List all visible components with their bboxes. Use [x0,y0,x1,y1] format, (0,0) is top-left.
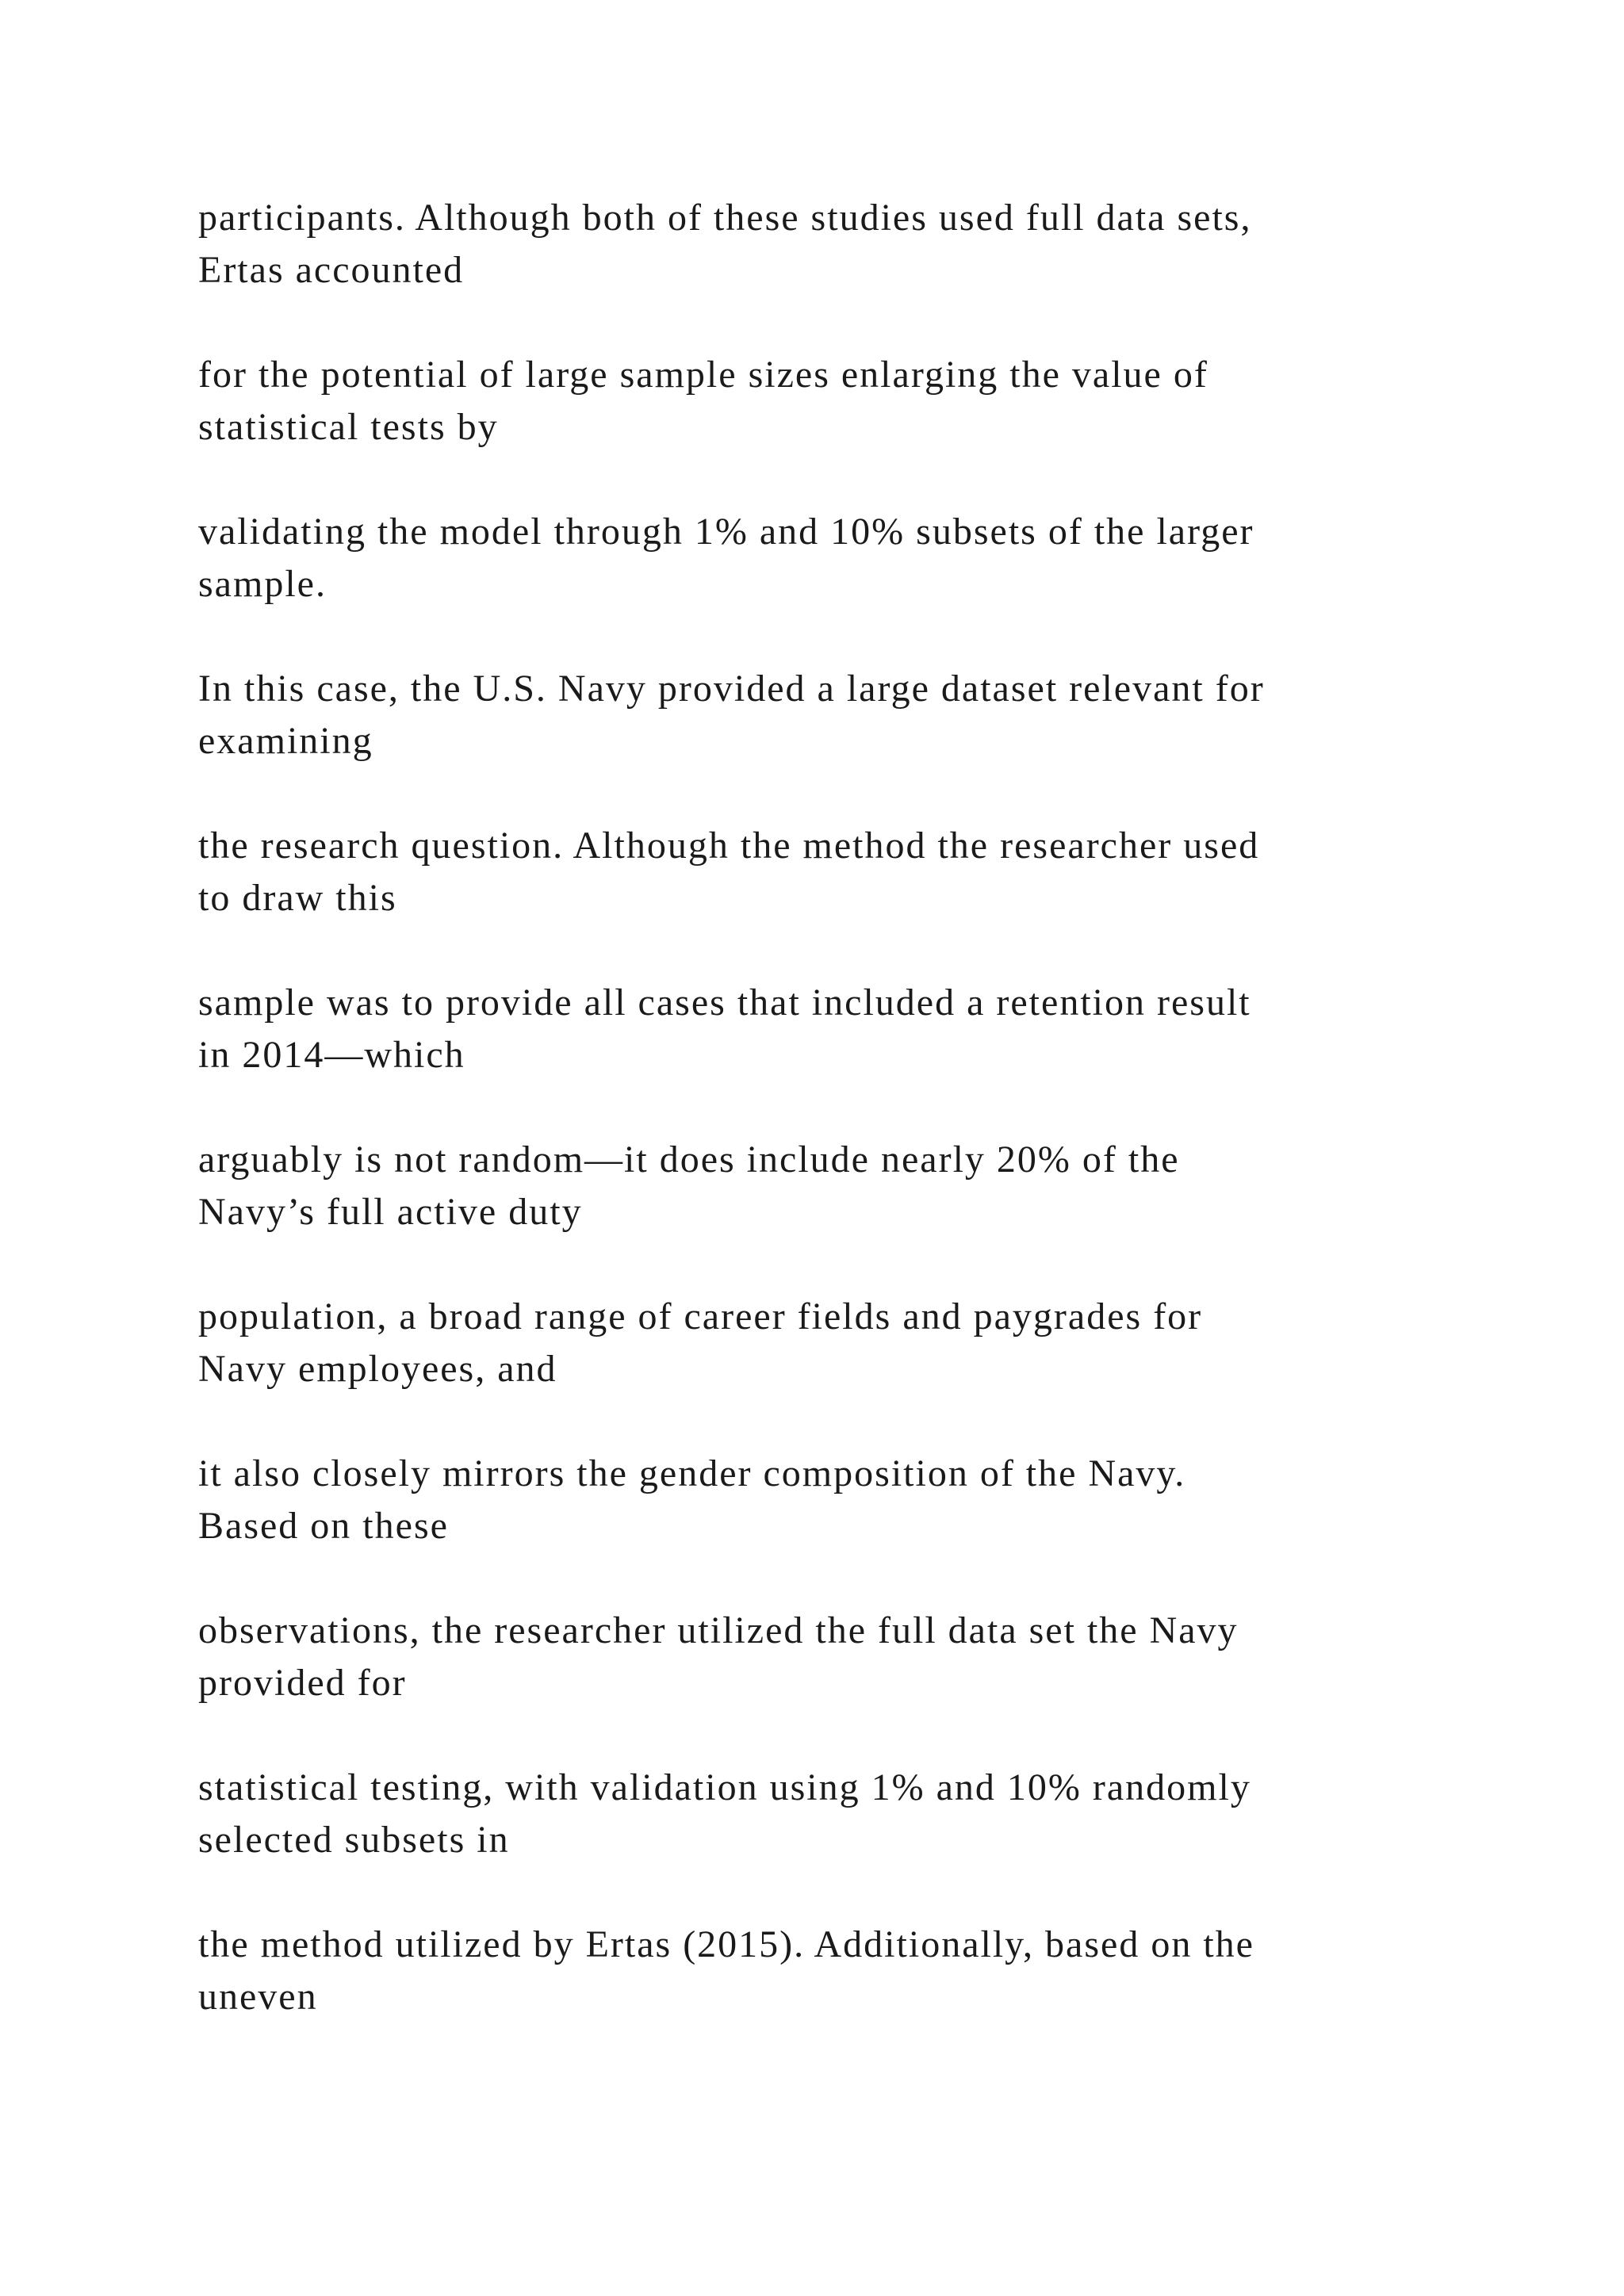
paragraph [198,349,1515,453]
text-line: Ertas accounted [198,249,465,291]
text-line: provided for [198,1662,407,1704]
text-line: statistical testing, with validation using 1% and 10% randomly [198,1766,1251,1808]
text-line: Based on these [198,1505,449,1547]
text-line: uneven [198,1976,318,2018]
paragraph [198,1762,1515,1866]
text-line: participants. Although both of these studies used full data sets, [198,197,1252,239]
paragraph [198,1919,1515,2023]
paragraph [198,192,1515,297]
text-line: statistical tests by [198,406,499,448]
paragraph [198,1605,1515,1709]
text-line: validating the model through 1% and 10% subsets of the larger [198,511,1254,553]
text-line: the method utilized by Ertas (2015). Additionally, based on the [198,1923,1254,1965]
text-line: population, a broad range of career fields and paygrades for [198,1295,1203,1337]
paragraph [198,820,1515,924]
text-line: it also closely mirrors the gender composition of the Navy. [198,1452,1186,1494]
text-line: the research question. Although the method the researcher used [198,825,1260,867]
text-line: In this case, the U.S. Navy provided a large dataset relevant for [198,668,1265,710]
text-line: examining [198,720,373,762]
text-line: selected subsets in [198,1819,510,1861]
text-line: Navy’s full active duty [198,1191,583,1233]
text-line: arguably is not random—it does include nearly 20% of the [198,1138,1180,1181]
text-line: to draw this [198,877,397,919]
text-line: Navy employees, and [198,1348,557,1390]
paragraph [198,663,1515,767]
paragraph [198,1448,1515,1552]
paragraph [198,1291,1515,1395]
text-line: sample was to provide all cases that included a retention result [198,982,1251,1024]
paragraph [198,977,1515,1081]
body-text [198,192,1515,2076]
text-line: for the potential of large sample sizes enlarging the value of [198,354,1208,396]
text-line: sample. [198,563,327,605]
text-line: observations, the researcher utilized the full data set the Navy [198,1609,1239,1651]
paragraph [198,506,1515,610]
text-line: in 2014—which [198,1034,465,1076]
paragraph [198,1134,1515,1238]
